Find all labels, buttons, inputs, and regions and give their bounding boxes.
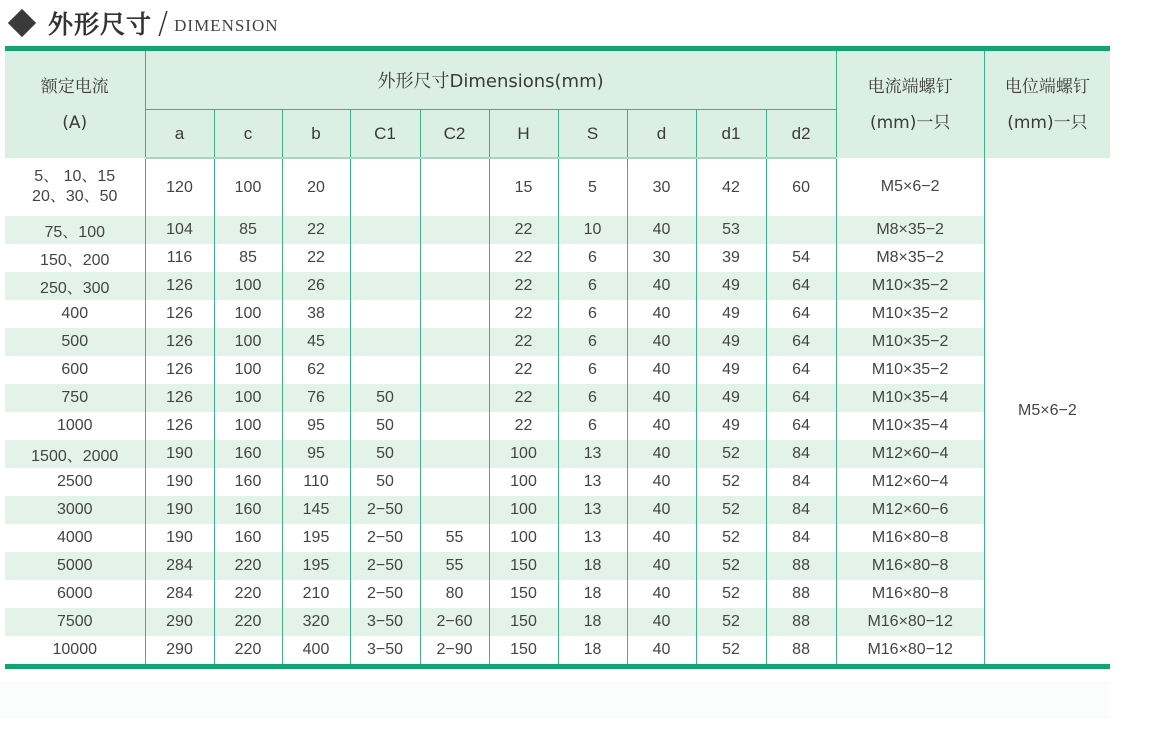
cell-s: 6	[558, 300, 627, 328]
cell-h: 150	[489, 580, 558, 608]
cell-h: 22	[489, 300, 558, 328]
cell-current-screw: M10×35−4	[836, 412, 984, 440]
header-col-h: H	[489, 110, 558, 159]
cell-c1: 2−50	[350, 524, 420, 552]
header-col-d1: d1	[696, 110, 766, 159]
cell-a: 126	[145, 300, 214, 328]
cell-d2: 88	[766, 580, 836, 608]
cell-s: 13	[558, 468, 627, 496]
table-row	[5, 328, 1110, 356]
cell-c1: 3−50	[350, 608, 420, 636]
table-row	[5, 384, 1110, 412]
cell-c1: 50	[350, 468, 420, 496]
cell-b: 95	[282, 412, 350, 440]
cell-d2: 64	[766, 328, 836, 356]
cell-b: 76	[282, 384, 350, 412]
cell-c: 85	[214, 216, 282, 244]
cell-current-screw: M16×80−12	[836, 636, 984, 664]
cell-c2	[420, 412, 489, 440]
cell-a: 126	[145, 272, 214, 300]
cell-d2: 84	[766, 468, 836, 496]
cell-d: 40	[627, 412, 696, 440]
cell-rated-current-line2: 20、30、50	[32, 188, 118, 205]
cell-rated-current: 3000	[5, 496, 145, 524]
cell-b: 22	[282, 244, 350, 272]
cell-b: 20	[282, 158, 350, 216]
cell-h: 22	[489, 356, 558, 384]
cell-b: 145	[282, 496, 350, 524]
cell-c: 100	[214, 300, 282, 328]
cell-d2: 84	[766, 440, 836, 468]
cell-d: 40	[627, 328, 696, 356]
cell-c2	[420, 384, 489, 412]
cell-current-screw: M10×35−2	[836, 300, 984, 328]
cell-b: 26	[282, 272, 350, 300]
cell-d1: 52	[696, 468, 766, 496]
table-row	[5, 440, 1110, 468]
cell-d1: 52	[696, 440, 766, 468]
cell-c2: 2−90	[420, 636, 489, 664]
header-potential-screw-unit: (mm)一只	[1007, 112, 1088, 133]
table-row	[5, 300, 1110, 328]
cell-current-screw: M16×80−8	[836, 580, 984, 608]
cell-h: 100	[489, 468, 558, 496]
cell-a: 284	[145, 580, 214, 608]
cell-c2	[420, 216, 489, 244]
cell-current-screw: M12×60−4	[836, 468, 984, 496]
cell-h: 100	[489, 524, 558, 552]
cell-c: 100	[214, 356, 282, 384]
cell-s: 6	[558, 356, 627, 384]
cell-c2	[420, 272, 489, 300]
cell-c1: 3−50	[350, 636, 420, 664]
table-row	[5, 496, 1110, 524]
cell-a: 290	[145, 636, 214, 664]
cell-d: 40	[627, 496, 696, 524]
cell-b: 95	[282, 440, 350, 468]
cell-d2: 84	[766, 524, 836, 552]
cell-b: 45	[282, 328, 350, 356]
cell-s: 6	[558, 272, 627, 300]
cell-rated-current: 150、200	[40, 251, 110, 269]
cell-rated-current: 6000	[56, 585, 93, 602]
cell-d1: 49	[696, 272, 766, 300]
cell-potential-screw: M5×6−2	[984, 158, 1110, 664]
cell-a: 104	[145, 216, 214, 244]
header-current-screw	[836, 51, 984, 158]
cell-d1: 49	[696, 300, 766, 328]
cell-c2	[420, 300, 489, 328]
cell-rated-current: 750	[5, 384, 145, 412]
cell-rated-current: 75、100	[5, 216, 145, 244]
cell-d2: 64	[766, 272, 836, 300]
cell-b: 22	[282, 216, 350, 244]
cell-c1: 2−50	[350, 496, 420, 524]
cell-a: 284	[145, 552, 214, 580]
cell-d1: 53	[696, 216, 766, 244]
cell-b: 110	[282, 468, 350, 496]
section-title	[6, 6, 279, 40]
cell-c2	[420, 328, 489, 356]
cell-b: 210	[282, 580, 350, 608]
cell-c1	[350, 356, 420, 384]
cell-h: 150	[489, 608, 558, 636]
cell-c: 100	[214, 412, 282, 440]
cell-d1: 52	[696, 496, 766, 524]
title-english: DIMENSION	[174, 16, 279, 35]
cell-c: 100	[214, 272, 282, 300]
diamond-bullet-icon	[8, 9, 36, 37]
cell-d1: 49	[696, 328, 766, 356]
cell-a: 190	[145, 468, 214, 496]
cell-d2: 88	[766, 636, 836, 664]
cell-h: 15	[489, 158, 558, 216]
cell-c: 85	[214, 244, 282, 272]
header-row-1	[5, 51, 1110, 110]
cell-d2: 64	[766, 412, 836, 440]
dimension-table	[5, 51, 1110, 664]
cell-c: 220	[214, 636, 282, 664]
cell-d1: 52	[696, 524, 766, 552]
header-current-screw-label: 电流端螺钉	[867, 76, 953, 97]
cell-rated-current: 500	[5, 328, 145, 356]
cell-h: 150	[489, 636, 558, 664]
cell-c1	[350, 300, 420, 328]
header-potential-screw	[984, 51, 1110, 158]
cell-d1: 52	[696, 580, 766, 608]
cell-rated-current: 10000	[52, 641, 97, 658]
cell-d: 40	[627, 216, 696, 244]
cell-s: 18	[558, 636, 627, 664]
cell-rated-current: 5000	[5, 552, 145, 580]
cell-d1: 49	[696, 356, 766, 384]
cell-rated-current: 1000	[56, 417, 93, 434]
cell-a: 190	[145, 440, 214, 468]
cell-d: 40	[627, 608, 696, 636]
cell-c2	[420, 244, 489, 272]
cell-d: 40	[627, 272, 696, 300]
cell-d: 40	[627, 524, 696, 552]
cell-h: 100	[489, 440, 558, 468]
cell-h: 22	[489, 244, 558, 272]
cell-d: 30	[627, 158, 696, 216]
cell-s: 13	[558, 524, 627, 552]
cell-b: 320	[282, 608, 350, 636]
cell-current-screw: M12×60−6	[836, 496, 984, 524]
cell-current-screw: M10×35−4	[836, 384, 984, 412]
cell-d1: 52	[696, 608, 766, 636]
table-row	[5, 552, 1110, 580]
cell-c2	[420, 496, 489, 524]
cell-rated-current: 1500、2000	[5, 440, 145, 468]
title-separator: /	[158, 5, 169, 41]
cell-d: 40	[627, 580, 696, 608]
cell-rated-current: 2500	[56, 473, 93, 490]
cell-a: 290	[145, 608, 214, 636]
header-dimensions-group: 外形尺寸Dimensions(mm)	[145, 51, 836, 110]
cell-current-screw: M16×80−8	[836, 552, 984, 580]
cell-d2: 84	[766, 496, 836, 524]
header-rated-current-label: 额定电流	[40, 76, 109, 97]
cell-current-screw: M10×35−2	[836, 272, 984, 300]
cell-s: 10	[558, 216, 627, 244]
cell-h: 22	[489, 216, 558, 244]
cell-c1	[350, 328, 420, 356]
cell-d: 40	[627, 552, 696, 580]
table-row	[5, 216, 1110, 244]
cell-b: 62	[282, 356, 350, 384]
cell-rated-current: 400	[61, 305, 89, 322]
cell-c1	[350, 158, 420, 216]
cell-c: 220	[214, 608, 282, 636]
cell-c1: 2−50	[350, 552, 420, 580]
cell-rated-current	[5, 158, 145, 216]
table-row	[5, 412, 1110, 440]
cell-d1: 52	[696, 636, 766, 664]
cell-c2: 55	[420, 552, 489, 580]
cell-c2	[420, 356, 489, 384]
cell-a: 126	[145, 412, 214, 440]
cell-c1: 50	[350, 440, 420, 468]
cell-d2: 88	[766, 552, 836, 580]
cell-c1: 50	[350, 412, 420, 440]
cell-a: 190	[145, 524, 214, 552]
table-body	[5, 158, 1110, 664]
header-col-c2: C2	[420, 110, 489, 159]
cell-c1: 2−50	[350, 580, 420, 608]
cell-rated-current-line1: 5、 10、15	[34, 168, 116, 185]
faded-footer-band	[0, 683, 1110, 717]
cell-h: 22	[489, 412, 558, 440]
cell-current-screw: M16×80−8	[836, 524, 984, 552]
table-row	[5, 244, 1110, 272]
cell-d2: 54	[766, 244, 836, 272]
header-potential-screw-label: 电位端螺钉	[1004, 76, 1090, 97]
cell-c2: 55	[420, 524, 489, 552]
cell-s: 18	[558, 580, 627, 608]
cell-d2: 88	[766, 608, 836, 636]
table-row	[5, 608, 1110, 636]
cell-current-screw: M12×60−4	[836, 440, 984, 468]
cell-c1	[350, 216, 420, 244]
cell-b: 400	[282, 636, 350, 664]
cell-c2	[420, 468, 489, 496]
cell-current-screw: M10×35−2	[836, 328, 984, 356]
header-col-a: a	[145, 110, 214, 159]
table-row	[5, 636, 1110, 664]
cell-a: 116	[145, 244, 214, 272]
table-row	[5, 356, 1110, 384]
cell-a: 190	[145, 496, 214, 524]
cell-current-screw: M5×6−2	[836, 158, 984, 216]
cell-s: 6	[558, 412, 627, 440]
cell-s: 18	[558, 608, 627, 636]
cell-rated-current: 4000	[56, 529, 93, 546]
cell-c2: 2−60	[420, 608, 489, 636]
cell-b: 195	[282, 552, 350, 580]
cell-c1	[350, 272, 420, 300]
cell-c: 160	[214, 524, 282, 552]
cell-d: 40	[627, 440, 696, 468]
cell-d: 30	[627, 244, 696, 272]
cell-d: 40	[627, 468, 696, 496]
header-col-b: b	[282, 110, 350, 159]
cell-s: 6	[558, 328, 627, 356]
cell-d: 40	[627, 300, 696, 328]
cell-c: 100	[214, 158, 282, 216]
cell-d1: 52	[696, 552, 766, 580]
cell-h: 22	[489, 384, 558, 412]
cell-current-screw: M16×80−12	[836, 608, 984, 636]
cell-s: 13	[558, 440, 627, 468]
header-rated-current	[5, 51, 145, 158]
cell-d1: 39	[696, 244, 766, 272]
cell-h: 22	[489, 272, 558, 300]
cell-b: 38	[282, 300, 350, 328]
cell-d1: 49	[696, 384, 766, 412]
cell-d1: 42	[696, 158, 766, 216]
cell-c: 160	[214, 468, 282, 496]
cell-a: 120	[145, 158, 214, 216]
cell-a: 126	[145, 356, 214, 384]
table-row	[5, 580, 1110, 608]
cell-d2: 60	[766, 158, 836, 216]
cell-h: 150	[489, 552, 558, 580]
cell-d: 40	[627, 384, 696, 412]
cell-c: 220	[214, 580, 282, 608]
cell-d1: 49	[696, 412, 766, 440]
cell-c2	[420, 440, 489, 468]
cell-h: 100	[489, 496, 558, 524]
cell-d2	[766, 216, 836, 244]
table-row	[5, 468, 1110, 496]
cell-rated-current: 250、300	[5, 272, 145, 300]
header-col-c: c	[214, 110, 282, 159]
cell-d2: 64	[766, 356, 836, 384]
table-row	[5, 272, 1110, 300]
table-bottom-rule	[5, 664, 1110, 669]
cell-s: 18	[558, 552, 627, 580]
cell-d2: 64	[766, 300, 836, 328]
cell-a: 126	[145, 384, 214, 412]
dimension-table-container	[5, 46, 1110, 669]
cell-c2	[420, 158, 489, 216]
cell-rated-current: 7500	[5, 608, 145, 636]
header-col-d: d	[627, 110, 696, 159]
cell-c: 160	[214, 440, 282, 468]
table-row	[5, 158, 1110, 216]
cell-c: 160	[214, 496, 282, 524]
cell-s: 6	[558, 244, 627, 272]
cell-d: 40	[627, 356, 696, 384]
header-col-d2: d2	[766, 110, 836, 159]
cell-c2: 80	[420, 580, 489, 608]
title-chinese: 外形尺寸	[48, 10, 153, 39]
cell-s: 6	[558, 384, 627, 412]
table-row	[5, 524, 1110, 552]
cell-c: 220	[214, 552, 282, 580]
header-col-s: S	[558, 110, 627, 159]
cell-c1	[350, 244, 420, 272]
cell-b: 195	[282, 524, 350, 552]
cell-d: 40	[627, 636, 696, 664]
cell-c: 100	[214, 328, 282, 356]
cell-current-screw: M8×35−2	[836, 244, 984, 272]
cell-a: 126	[145, 328, 214, 356]
cell-d2: 64	[766, 384, 836, 412]
cell-current-screw: M10×35−2	[836, 356, 984, 384]
header-current-screw-unit: (mm)一只	[869, 112, 951, 133]
header-rated-current-unit: (A)	[62, 112, 88, 133]
cell-c1: 50	[350, 384, 420, 412]
cell-c: 100	[214, 384, 282, 412]
cell-h: 22	[489, 328, 558, 356]
header-col-c1: C1	[350, 110, 420, 159]
cell-current-screw: M8×35−2	[836, 216, 984, 244]
cell-rated-current: 600	[61, 361, 89, 378]
cell-s: 5	[558, 158, 627, 216]
cell-s: 13	[558, 496, 627, 524]
